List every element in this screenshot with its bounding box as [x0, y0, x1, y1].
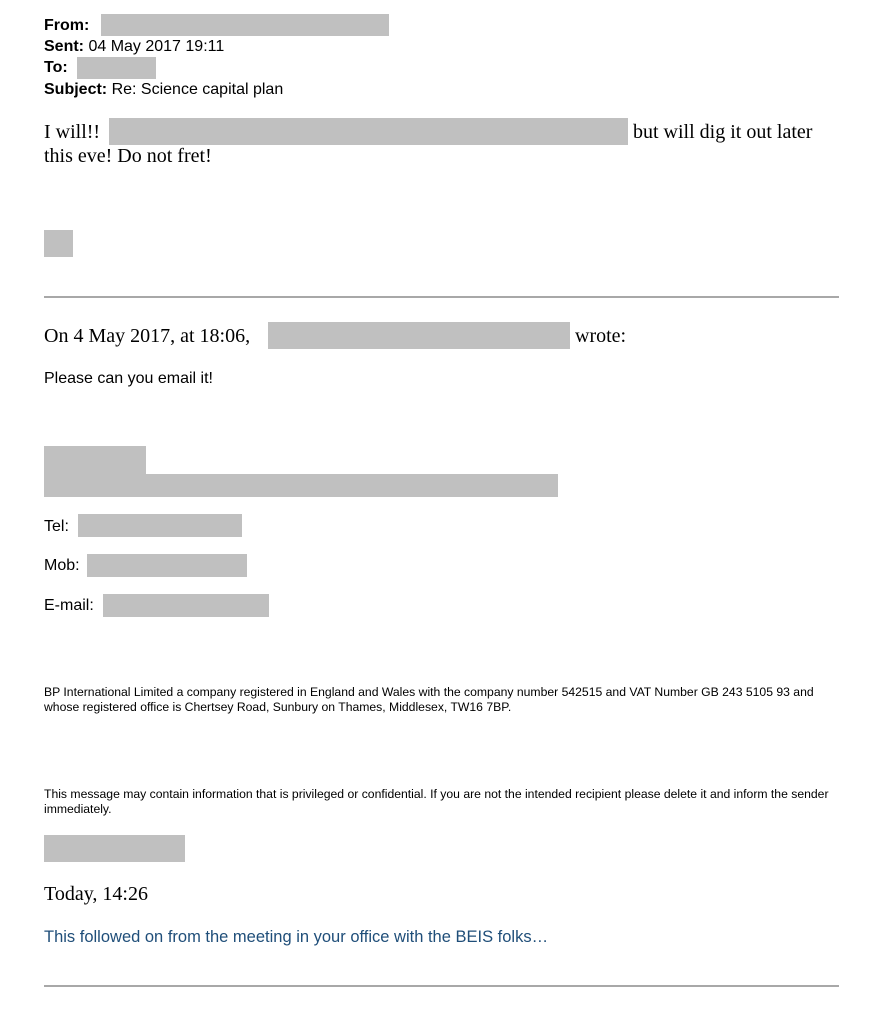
redacted-to	[77, 57, 156, 79]
mob-label: Mob:	[44, 557, 80, 574]
header-sent	[44, 36, 224, 57]
redacted-signature-name	[44, 446, 146, 474]
redacted-signature-small	[44, 230, 73, 257]
redacted-name-footer	[44, 835, 185, 862]
subject-value: Re: Science capital plan	[107, 81, 284, 98]
divider-top	[44, 296, 839, 298]
redacted-reply	[109, 118, 628, 145]
to-label: To:	[44, 59, 68, 76]
sent-value: 04 May 2017 19:11	[84, 38, 225, 55]
redacted-from	[101, 14, 389, 36]
reply-line1-end: but will dig it out later	[633, 121, 813, 143]
quoted-intro-start: On 4 May 2017, at 18:06,	[44, 325, 251, 347]
redacted-signature-title	[44, 474, 558, 497]
confidential-notice: This message may contain information that is privileged or confidential. If you are not the intended recipient please delete it and inform the sender immediately.	[44, 787, 829, 816]
divider-bottom	[44, 985, 839, 987]
quoted-message: Please can you email it!	[44, 370, 213, 387]
email-label: E-mail:	[44, 597, 94, 614]
redacted-email	[103, 594, 269, 617]
redacted-mob	[87, 554, 247, 577]
sent-label: Sent:	[44, 38, 84, 55]
footer-timestamp: Today, 14:26	[44, 883, 148, 905]
reply-line2: this eve! Do not fret!	[44, 145, 212, 167]
from-label: From:	[44, 17, 90, 34]
quoted-intro-end: wrote:	[575, 325, 627, 347]
redacted-quoted-sender	[268, 322, 570, 349]
header-from	[44, 15, 89, 36]
redacted-tel	[78, 514, 242, 537]
subject-label: Subject:	[44, 81, 108, 98]
footer-note: This followed on from the meeting in your office with the BEIS folks…	[44, 928, 549, 946]
reply-line1-start: I will!!	[44, 121, 101, 143]
header-to	[44, 57, 68, 78]
tel-label: Tel:	[44, 518, 69, 535]
company-notice: BP International Limited a company registered in England and Wales with the company number 542515 and VAT Number GB 243 5105 93 and whose registered office is Chertsey Road, Sunbury on Thames, Middlesex, TW16 7BP.	[44, 685, 814, 714]
header-subject	[44, 79, 283, 100]
